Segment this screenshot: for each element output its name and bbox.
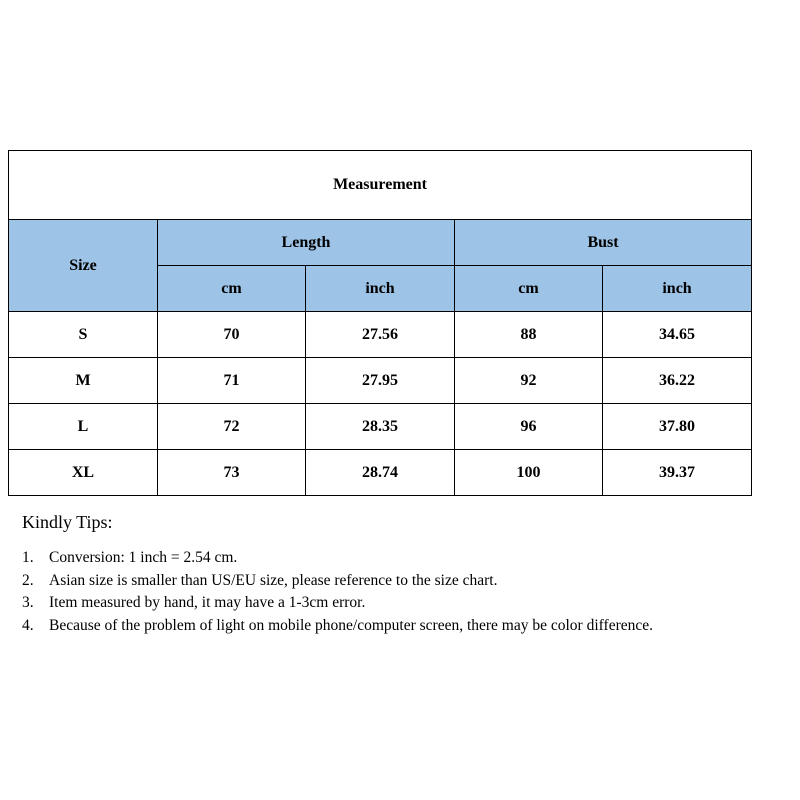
tip-number: 1. (22, 549, 34, 566)
measurement-table-wrapper (8, 150, 751, 496)
length-cm-cell: 70 (158, 312, 306, 358)
tips-heading: Kindly Tips: (22, 512, 113, 532)
tip-number: 3. (22, 594, 34, 611)
bust-group-header: Bust (455, 220, 752, 266)
tip-item (22, 547, 722, 570)
tip-text: Asian size is smaller than US/EU size, please reference to the size chart. (49, 571, 498, 589)
length-cm-header: cm (158, 266, 306, 312)
table-row (9, 358, 752, 404)
length-cm-cell: 71 (158, 358, 306, 404)
length-cm-cell: 73 (158, 450, 306, 496)
bust-inch-header: inch (603, 266, 752, 312)
table-row (9, 404, 752, 450)
size-cell: XL (9, 450, 158, 496)
bust-cm-header: cm (455, 266, 603, 312)
length-group-header: Length (158, 220, 455, 266)
length-inch-header: inch (306, 266, 455, 312)
table-title: Measurement (9, 151, 752, 220)
bust-inch-cell: 36.22 (603, 358, 752, 404)
bust-cm-cell: 96 (455, 404, 603, 450)
tip-item (22, 592, 722, 615)
size-column-header: Size (9, 220, 158, 312)
tip-number: 4. (22, 616, 34, 634)
bust-cm-cell: 92 (455, 358, 603, 404)
bust-inch-cell: 37.80 (603, 404, 752, 450)
size-cell: S (9, 312, 158, 358)
length-inch-cell: 28.74 (306, 450, 455, 496)
tip-text: Because of the problem of light on mobile phone/computer screen, there may be color difference. (49, 616, 653, 634)
size-cell: L (9, 404, 158, 450)
bust-cm-cell: 100 (455, 450, 603, 496)
length-inch-cell: 27.56 (306, 312, 455, 358)
length-inch-cell: 28.35 (306, 404, 455, 450)
length-inch-cell: 27.95 (306, 358, 455, 404)
tip-text: Item measured by hand, it may have a 1-3cm error. (49, 594, 366, 611)
tip-item (22, 570, 722, 593)
size-cell: M (9, 358, 158, 404)
measurement-table (8, 150, 752, 496)
tips-list (22, 547, 722, 637)
bust-inch-cell: 34.65 (603, 312, 752, 358)
tip-text: Conversion: 1 inch = 2.54 cm. (49, 549, 238, 566)
length-cm-cell: 72 (158, 404, 306, 450)
tip-number: 2. (22, 571, 34, 589)
kindly-tips-section (22, 512, 722, 637)
bust-cm-cell: 88 (455, 312, 603, 358)
table-row (9, 450, 752, 496)
tip-item (22, 615, 722, 638)
table-row (9, 312, 752, 358)
bust-inch-cell: 39.37 (603, 450, 752, 496)
